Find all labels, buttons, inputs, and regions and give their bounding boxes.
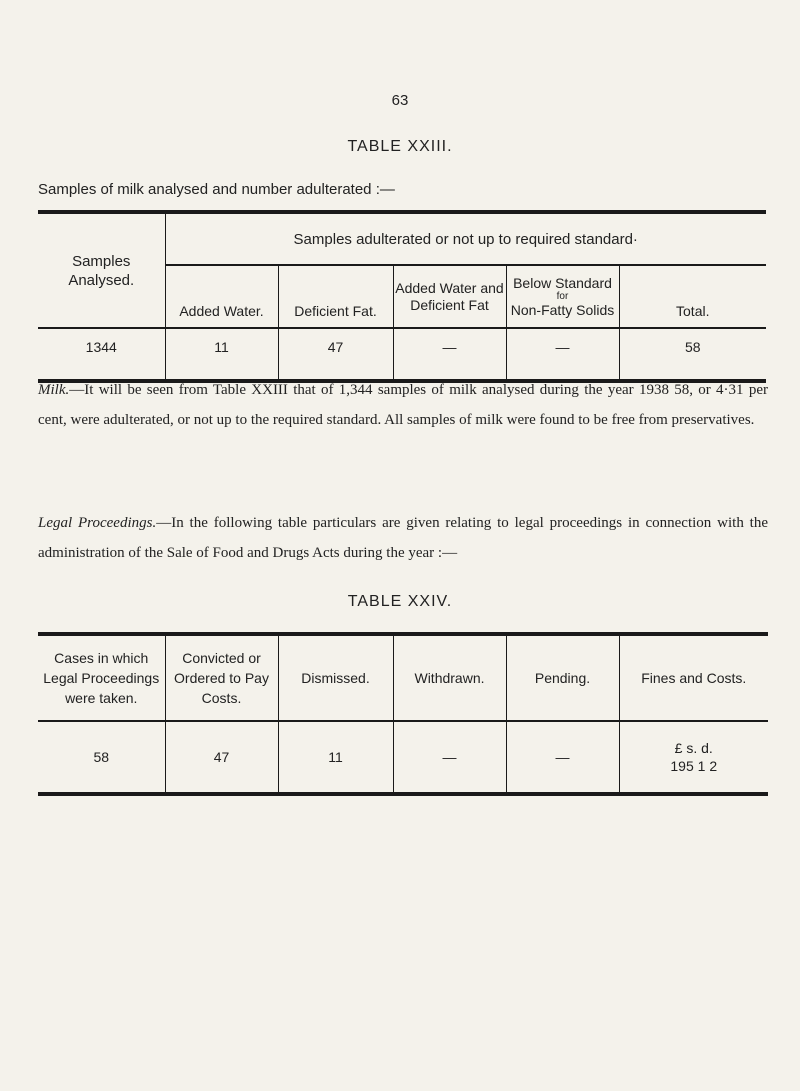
milk-paragraph: [38, 375, 768, 435]
fines-value: 195 1 2: [670, 758, 718, 774]
table-xxiii: [38, 210, 766, 383]
table-xxiv-title: TABLE XXIV.: [347, 593, 453, 610]
table-xxiv: [38, 632, 768, 796]
cell-pending: —: [506, 721, 619, 794]
legal-proceedings-text: —In the following table particulars are given relating to legal proceedings in connection with the administration of the Sale of Food and Drugs Acts during the year :—: [38, 515, 769, 561]
table-row: [38, 328, 766, 381]
table-xxiii-intro: Samples of milk analysed and number adulterated :—: [38, 181, 395, 198]
cell-added-water-deficient-fat: —: [393, 328, 506, 381]
cell-cases: 58: [38, 721, 165, 794]
col-withdrawn: Withdrawn.: [393, 634, 506, 721]
cell-withdrawn: —: [393, 721, 506, 794]
col-fines-costs: Fines and Costs.: [619, 634, 768, 721]
cell-deficient-fat: 47: [278, 328, 393, 381]
col-pending: Pending.: [506, 634, 619, 721]
col-below-standard-line2: Non-Fatty Solids: [510, 301, 615, 318]
page-number: 63: [391, 92, 409, 109]
cell-dismissed: 11: [278, 721, 393, 794]
col-added-water: Added Water.: [165, 265, 278, 328]
col-added-water-deficient-fat-label: Added Water and Deficient Fat: [395, 279, 504, 313]
fines-units: £ s. d.: [674, 740, 713, 756]
col-added-water-deficient-fat: [393, 265, 506, 328]
table-xxiii-title: TABLE XXIII.: [347, 138, 453, 155]
legal-proceedings-paragraph: [38, 508, 768, 568]
col-dismissed: Dismissed.: [278, 634, 393, 721]
adulterated-span-header: Samples adulterated or not up to required standard·: [165, 212, 766, 265]
col-convicted: Convicted or Ordered to Pay Costs.: [165, 634, 278, 721]
col-below-standard-line1: Below Standard: [513, 274, 612, 291]
cell-fines-costs: [619, 721, 768, 794]
samples-analysed-header: Samples Analysed.: [38, 212, 165, 328]
milk-label: Milk.: [38, 382, 70, 398]
col-below-standard: [506, 265, 619, 328]
cell-convicted: 47: [165, 721, 278, 794]
table-row: [38, 721, 768, 794]
col-total: Total.: [619, 265, 766, 328]
legal-proceedings-label: Legal Proceedings.: [38, 515, 157, 531]
cell-added-water: 11: [165, 328, 278, 381]
col-below-standard-for: for: [556, 290, 569, 302]
col-cases: Cases in which Legal Proceedings were taken.: [38, 634, 165, 721]
cell-below-standard: —: [506, 328, 619, 381]
cell-samples-analysed: 1344: [38, 328, 165, 381]
milk-text: —It will be seen from Table XXIII that of 1,344 samples of milk analysed during the year 1938 58, or 4·31 per cent, were adulterated, or not up to the required standard. All samples of milk were found to be free from preservatives.: [38, 382, 768, 428]
col-deficient-fat: Deficient Fat.: [278, 265, 393, 328]
cell-total: 58: [684, 339, 701, 355]
